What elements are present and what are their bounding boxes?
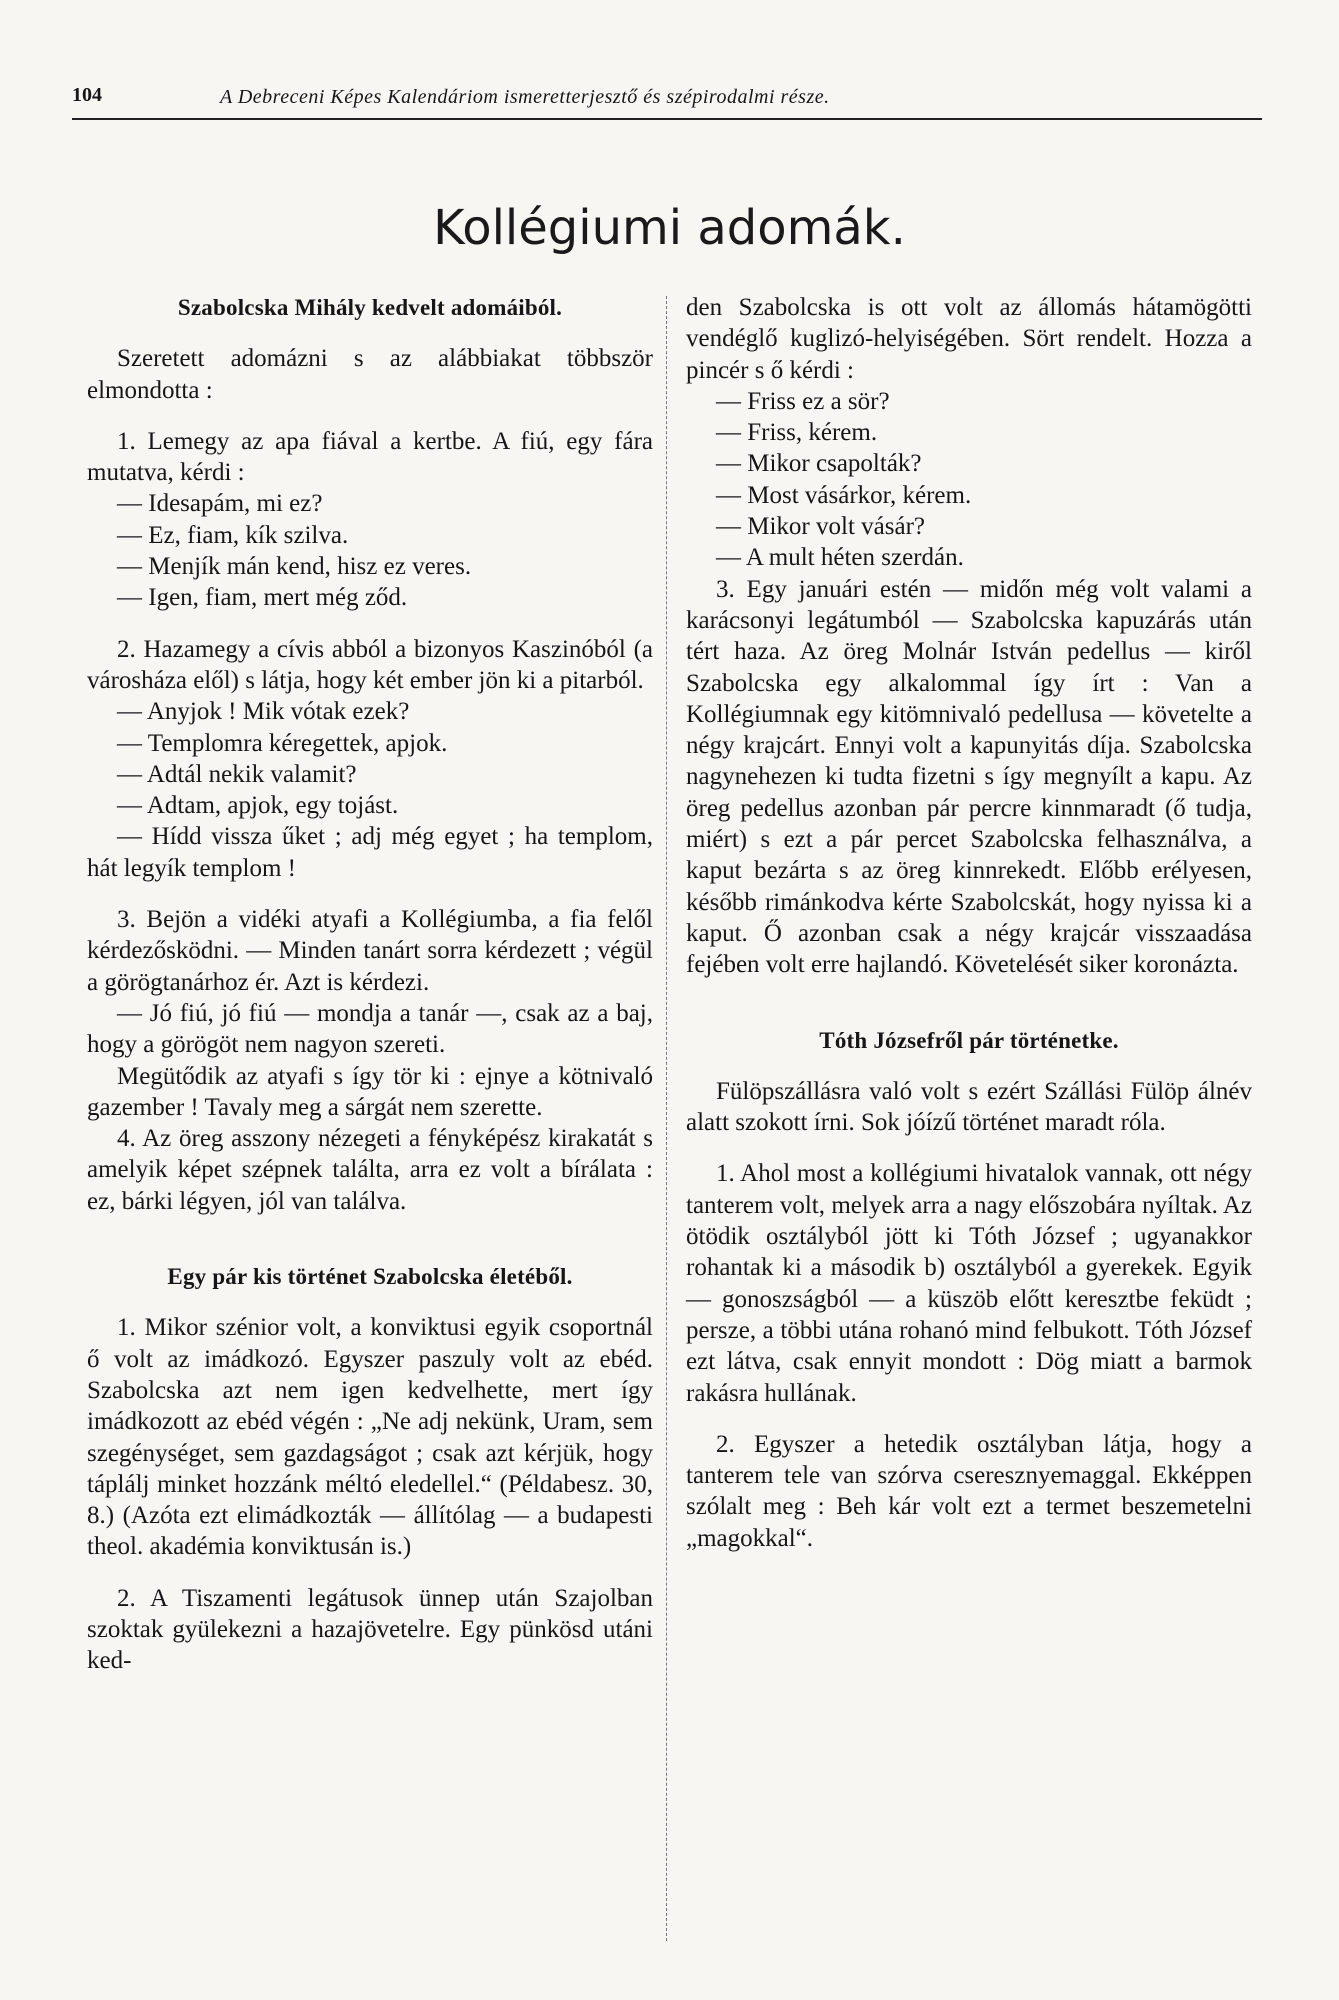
life-story-2-continued: den Szabolcska is ott volt az állomás hátamögötti vendéglő kuglizó-helyiségében. Sört rendelt. Hozza a pincér s ő kérdi : bbox=[686, 294, 1252, 384]
column-divider bbox=[666, 296, 667, 1941]
spacer bbox=[686, 1056, 1252, 1076]
spacer bbox=[87, 614, 653, 634]
right-column bbox=[686, 292, 1252, 1554]
running-head: A Debreceni Képes Kalendáriom ismeretterjesztő és szépirodalmi része. bbox=[220, 86, 830, 108]
section-heading-szabolcska-life: Egy pár kis történet Szabolcska életéből. bbox=[167, 1264, 573, 1290]
article-title: Kollégiumi adomák. bbox=[433, 200, 906, 256]
intro-paragraph: Szeretett adomázni s az alábbiakat többször elmondotta : bbox=[87, 345, 653, 404]
story-4-paragraph: 4. Az öreg asszony nézegeti a fényképész kirakatát s amelyik képet szépnek találta, arra ez volt a bírálata : ez, bárki légyen, jól van találva. bbox=[87, 1125, 653, 1215]
story-1-dialog-line: — Menjík mán kend, hisz ez veres. bbox=[117, 553, 472, 581]
story-3-paragraph: 3. Bejön a vidéki atyafi a Kollégiumba, a fia felől kérdezősködni. — Minden tanárt sorra kérdezett ; végül a görögtanárhoz ér. Azt is kérdezi. bbox=[87, 906, 653, 996]
spacer bbox=[686, 981, 1252, 1025]
story-2-dialog-line: — Adtam, apjok, egy tojást. bbox=[117, 792, 399, 820]
page-number: 104 bbox=[72, 84, 102, 106]
story-1-dialog-line: — Idesapám, mi ez? bbox=[117, 490, 323, 518]
spacer bbox=[87, 1292, 653, 1312]
page-header bbox=[72, 84, 1262, 120]
story-2-paragraph: 2. Hazamegy a cívis abból a bizonyos Kaszinóból (a városháza elől) s látja, hogy két ember jön ki a pitarból. bbox=[87, 635, 653, 694]
left-column bbox=[87, 292, 653, 1677]
spacer bbox=[87, 1563, 653, 1583]
story-2-dialog-line: — Adtál nekik valamit? bbox=[117, 760, 357, 788]
life-story-2-dialog-line: — Mikor csapolták? bbox=[716, 450, 922, 478]
story-2-dialog-line: — Hídd vissza űket ; adj még egyet ; ha templom, hát legyík templom ! bbox=[87, 823, 653, 882]
life-story-2-dialog-line: — Friss ez a sör? bbox=[716, 387, 890, 415]
section-heading-toth-jozsef: Tóth Józsefről pár történetke. bbox=[819, 1027, 1119, 1053]
life-story-2-dialog-line: — Friss, kérem. bbox=[716, 419, 878, 447]
story-2-dialog-line: — Anyjok ! Mik vótak ezek? bbox=[117, 698, 410, 726]
life-story-2-dialog-line: — A mult héten szerdán. bbox=[716, 544, 964, 572]
life-story-1-paragraph: 1. Mikor szénior volt, a konviktusi egyik csoportnál ő volt az imádkozó. Egyszer paszuly volt az ebéd. Szabolcska azt nem igen kedvelhette, mert így imádkozott az ebéd végén : „Ne adj nekünk, Uram, sem szegénységet, sem gazdagságot ; csak azt kérjük, hogy táplálj minket hozzánk méltó eledellel.“ (Példabesz. 30, 8.) (Azóta ezt elimádkozták — állítólag — a budapesti theol. akadémia konviktusán is.) bbox=[87, 1314, 653, 1561]
story-1-dialog-line: — Ez, fiam, kík szilva. bbox=[117, 521, 349, 549]
spacer bbox=[87, 1217, 653, 1261]
life-story-2-dialog-line: — Most vásárkor, kérem. bbox=[716, 481, 972, 509]
toth-story-2-paragraph: 2. Egyszer a hetedik osztályban látja, hogy a tanterem tele van szórva cseresznyemaggal. Ekképpen szólalt meg : Beh kár volt ezt a termet beszemetelni „magokkal“. bbox=[686, 1430, 1252, 1552]
life-story-3-paragraph: 3. Egy januári estén — midőn még volt valami a karácsonyi legátumból — Szabolcska kapuzárás után tért haza. Az öreg Molnár István pedellus — kiről Szabolcska egy alkalommal így írt : Van a Kollégiumnak egy kitömnivaló pedellusa — követelte a négy krajcárt. Ennyi volt a kapunyitás díja. Szabolcska nagynehezen ki tudta fizetni s így megnyílt a kapu. Az öreg pedellus azonban pár percre kinnmaradt (ő tudja, miért) s ezt a pár percet Szabolcska felhasználva, a kaput bezárta s az öreg kinnrekedt. Előbb erélyesen, később rimánkodva kérte Szabolcskát, hogy nyissa ki a kaput. Ő azonban csak a négy krajcár visszaadása fejében volt erre hajlandó. Követelését siker koronázta. bbox=[686, 575, 1252, 979]
section-heading-szabolcska-adomak: Szabolcska Mihály kedvelt adomáiból. bbox=[177, 295, 563, 320]
story-2-dialog-line: — Templomra kéregettek, apjok. bbox=[117, 729, 448, 757]
story-3-paragraph: Megütődik az atyafi s így tör ki : ejnye a kötnivaló gazember ! Tavaly meg a sárgát nem szerette. bbox=[87, 1062, 653, 1121]
spacer bbox=[686, 1138, 1252, 1158]
spacer bbox=[87, 406, 653, 426]
life-story-2-paragraph: 2. A Tiszamenti legátusok ünnep után Szajolban szoktak gyülekezni a hazajövetelre. Egy pünkösd utáni ked- bbox=[87, 1584, 653, 1675]
toth-intro-paragraph: Fülöpszállásra való volt s ezért Szállási Fülöp álnév alatt szokott írni. Sok jóízű történet maradt róla. bbox=[686, 1077, 1252, 1137]
toth-story-1-paragraph: 1. Ahol most a kollégiumi hivatalok vannak, ott négy tanterem volt, melyek arra a nagy előszobára nyíltak. Az ötödik osztályból jött ki Tóth József ; ugyanakkor rohantak ki a második b) osztályból a gyerekek. Egyik — gonoszságból — a küszöb előtt keresztbe feküdt ; persze, a többi utána rohanó mind felbukott. Tóth József ezt látva, csak ennyit mondott : Dög miatt a barmok rakásra hullának. bbox=[686, 1160, 1252, 1407]
spacer bbox=[686, 1409, 1252, 1429]
story-3-dialog-line: — Jó fiú, jó fiú — mondja a tanár —, csak az a baj, hogy a görögöt nem nagyon szereti. bbox=[87, 999, 653, 1059]
spacer bbox=[87, 884, 653, 904]
life-story-2-dialog-line: — Mikor volt vásár? bbox=[716, 513, 925, 541]
story-1-paragraph: 1. Lemegy az apa fiával a kertbe. A fiú, egy fára mutatva, kérdi : bbox=[87, 427, 653, 487]
spacer bbox=[87, 323, 653, 343]
story-1-dialog-line: — Igen, fiam, mert még ződ. bbox=[117, 584, 408, 612]
